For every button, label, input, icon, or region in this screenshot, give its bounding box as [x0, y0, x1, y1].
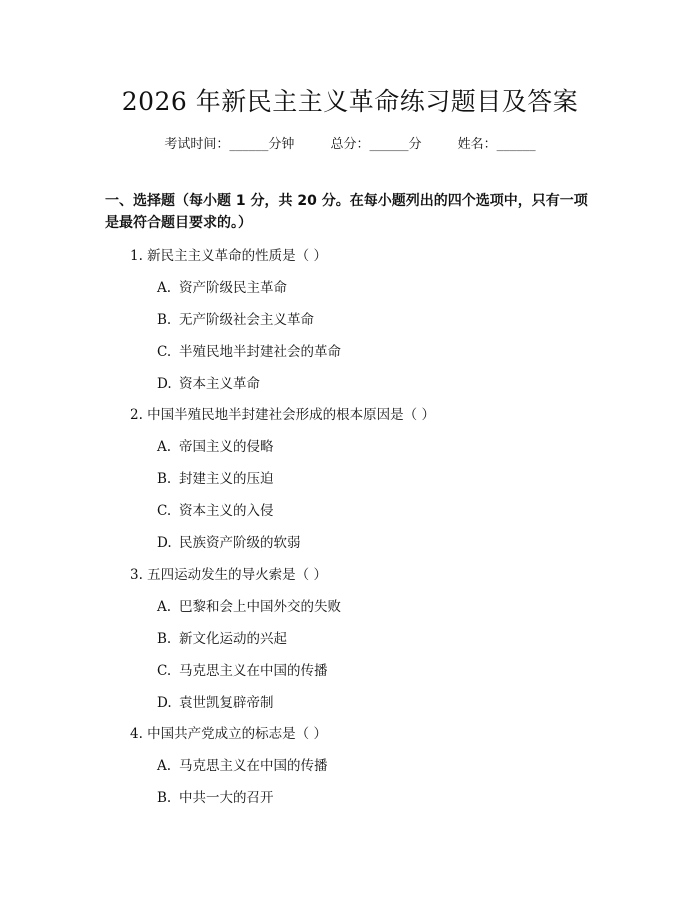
exam-time: 考试时间：______分钟	[164, 137, 295, 152]
option-text: 中共一大的召开	[179, 790, 274, 806]
question-option	[157, 754, 328, 774]
question-stem: 4. 中国共产党成立的标志是（ ）	[130, 726, 327, 742]
question-option	[157, 691, 274, 711]
question-stem: 3. 五四运动发生的导火索是（ ）	[130, 567, 327, 583]
question-stem: 1. 新民主主义革命的性质是（ ）	[130, 248, 327, 264]
question-option	[157, 786, 274, 806]
option-letter: D.	[157, 535, 172, 551]
option-text: 封建主义的压迫	[179, 471, 274, 487]
option-letter: B.	[157, 790, 172, 806]
question-option	[157, 499, 274, 519]
option-letter: A.	[157, 280, 172, 296]
option-letter: A.	[157, 439, 172, 455]
option-text: 民族资产阶级的软弱	[179, 535, 301, 551]
option-text: 马克思主义在中国的传播	[179, 663, 328, 679]
option-text: 巴黎和会上中国外交的失败	[179, 599, 341, 615]
question-option	[157, 372, 260, 392]
option-letter: A.	[157, 599, 172, 615]
option-letter: B.	[157, 631, 172, 647]
question-option	[157, 627, 287, 647]
option-text: 马克思主义在中国的传播	[179, 758, 328, 774]
option-letter: D.	[157, 376, 172, 392]
option-letter: B.	[157, 312, 172, 328]
option-text: 帝国主义的侵略	[179, 439, 274, 455]
option-text: 半殖民地半封建社会的革命	[179, 344, 341, 360]
question-option	[157, 276, 287, 296]
option-text: 新文化运动的兴起	[179, 631, 287, 647]
option-text: 资本主义的入侵	[179, 503, 274, 519]
option-letter: C.	[157, 344, 172, 360]
question-option	[157, 340, 341, 360]
option-text: 资本主义革命	[179, 376, 260, 392]
total-score: 总分：______分	[330, 137, 422, 152]
option-text: 无产阶级社会主义革命	[179, 312, 314, 328]
question-option	[157, 659, 328, 679]
question-option	[157, 435, 274, 455]
question-option	[157, 531, 301, 551]
option-text: 资产阶级民主革命	[179, 280, 287, 296]
question-stem: 2. 中国半殖民地半封建社会形成的根本原因是（ ）	[130, 407, 435, 423]
exam-info-line	[0, 133, 700, 152]
option-text: 袁世凯复辟帝制	[179, 695, 274, 711]
option-letter: C.	[157, 503, 172, 519]
question-option	[157, 595, 341, 615]
option-letter: B.	[157, 471, 172, 487]
option-letter: A.	[157, 758, 172, 774]
question-option	[157, 467, 274, 487]
student-name: 姓名：______	[457, 137, 536, 152]
option-letter: D.	[157, 695, 172, 711]
section-heading: 一、选择题（每小题 1 分，共 20 分。在每小题列出的四个选项中，只有一项是最符合题目要求的。）	[105, 193, 588, 231]
question-option	[157, 308, 314, 328]
page-title: 2026 年新民主主义革命练习题目及答案	[121, 87, 579, 116]
option-letter: C.	[157, 663, 172, 679]
